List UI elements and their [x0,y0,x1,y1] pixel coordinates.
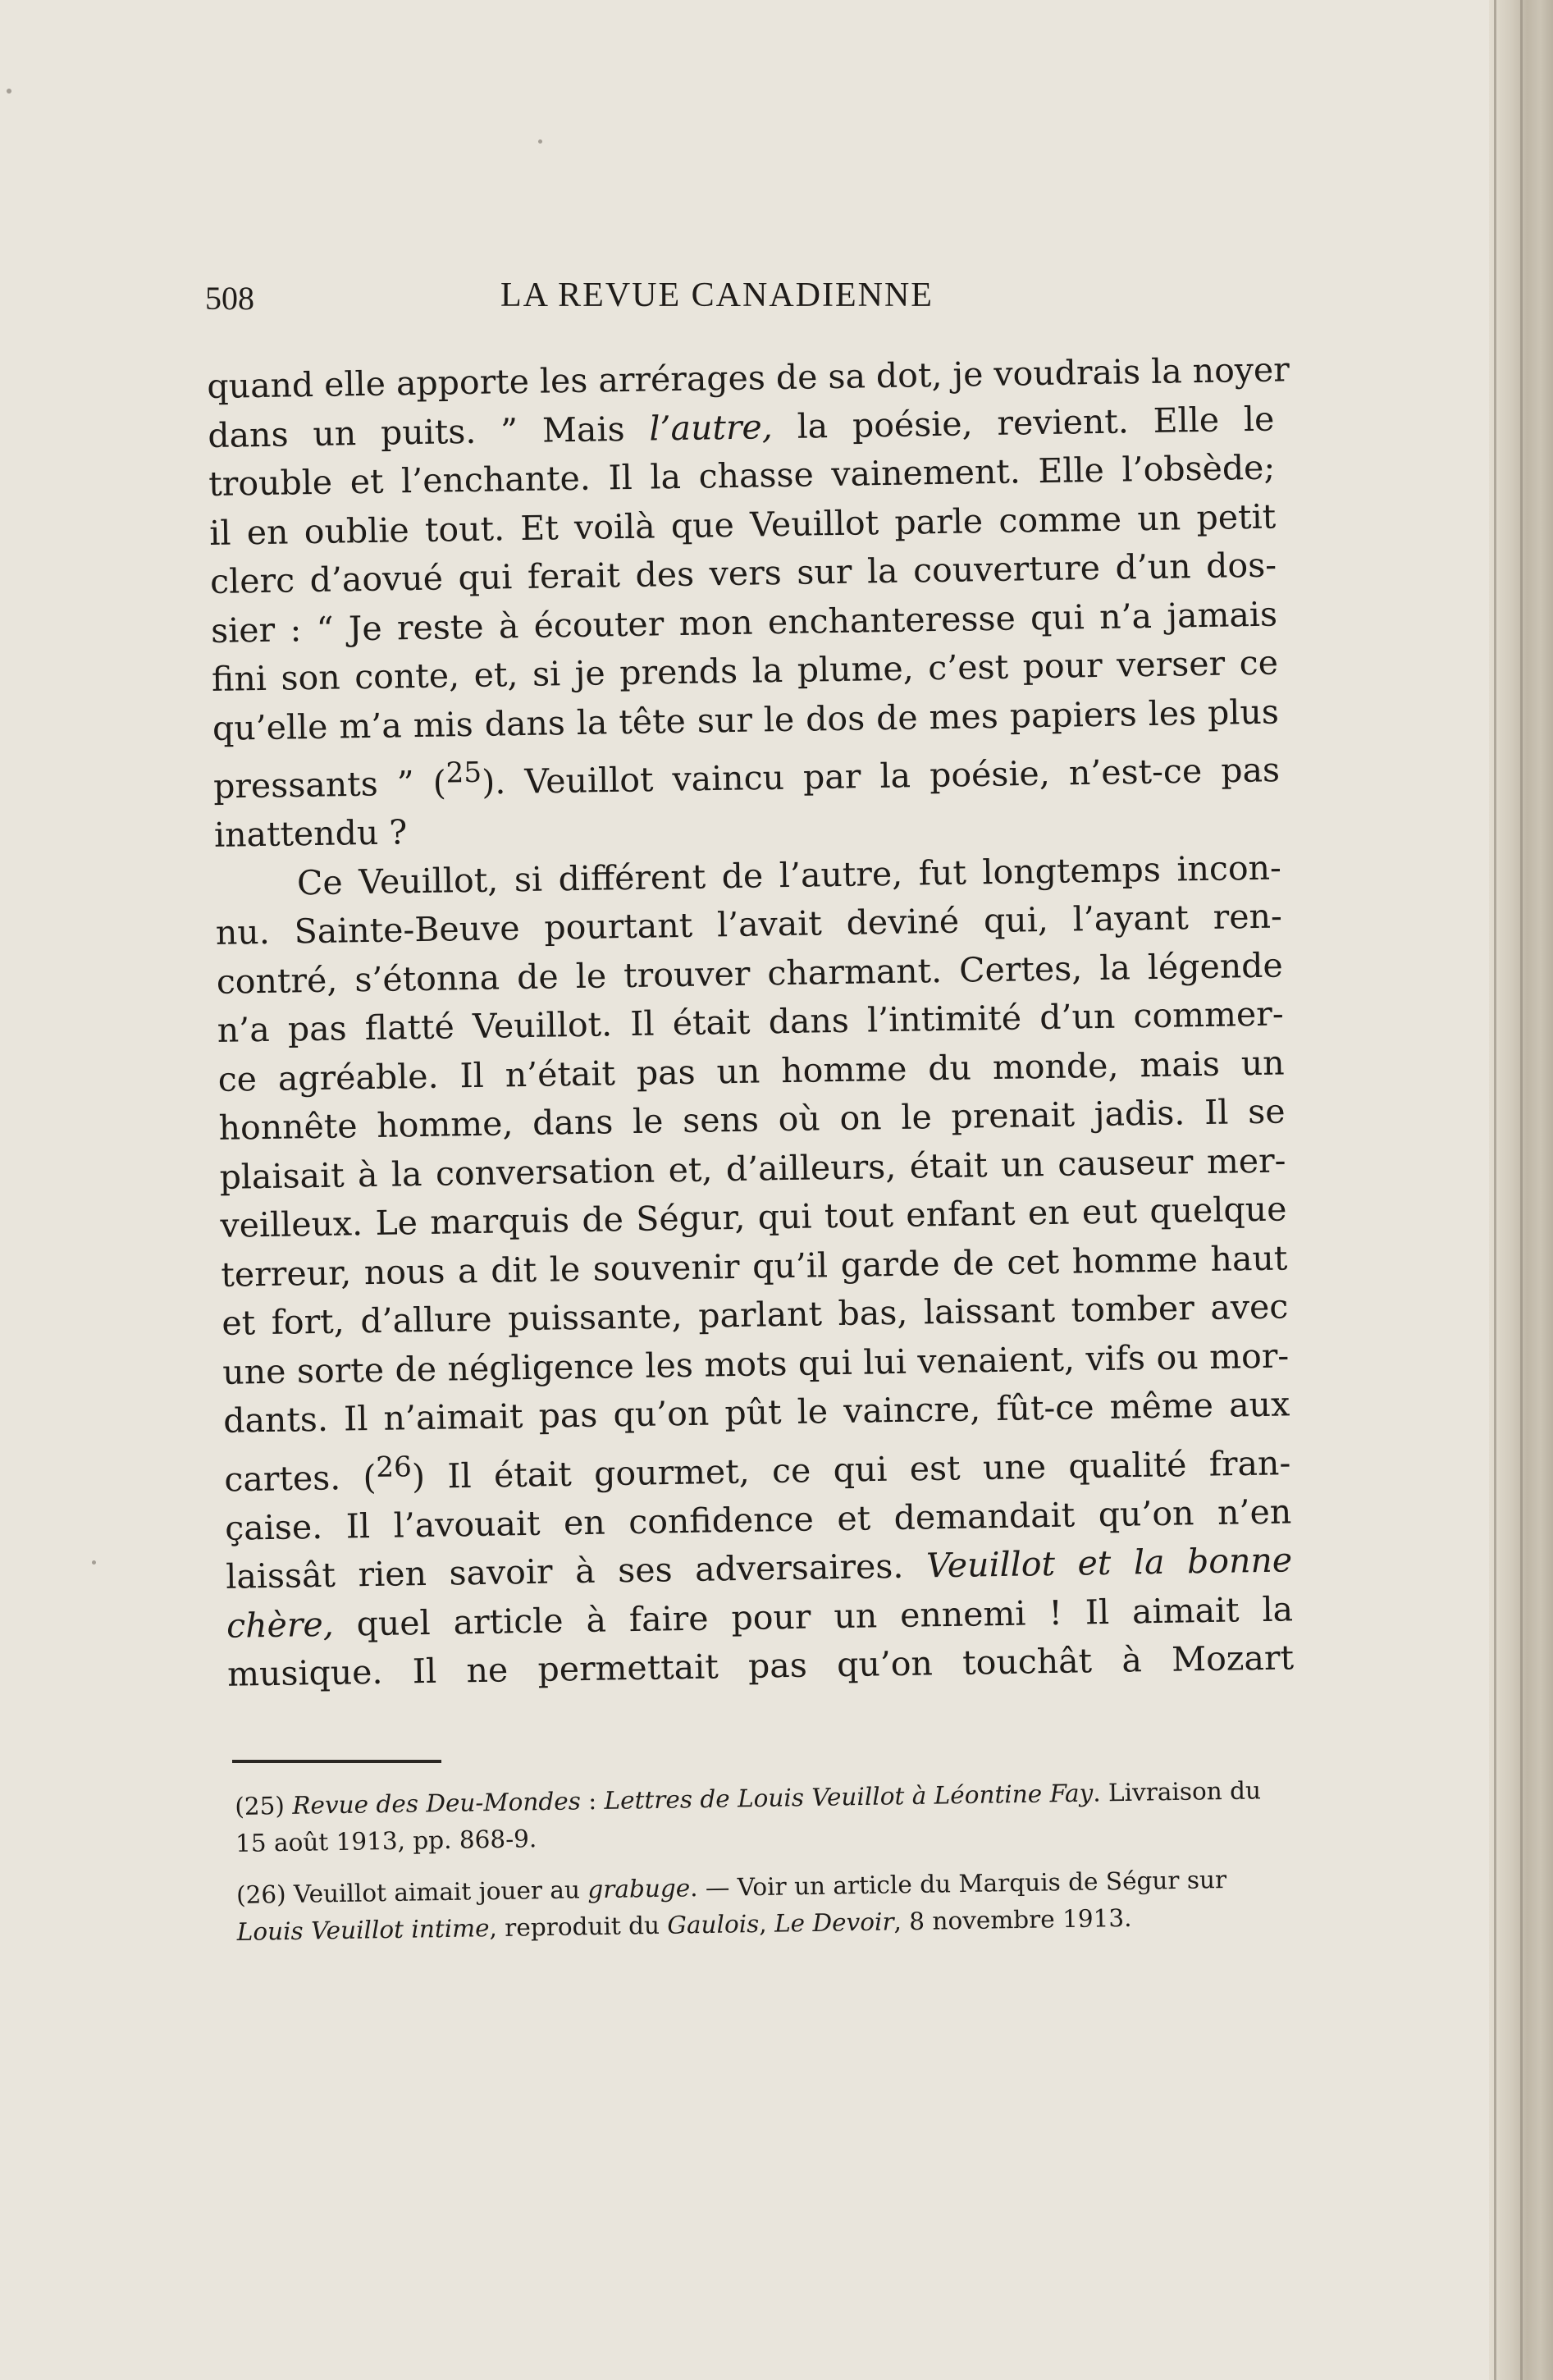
text-line: musique. Il ne permettait pas qu’on touchât à Mozart [226,1638,1295,1695]
text-line: dans un puits. ” Mais l’autre, la poésie, revient. Elle le [208,399,1275,455]
text-line: honnête homme, dans le sens où on le prenait jadis. Il se [218,1091,1286,1149]
text-line: n’a pas flatté Veuillot. Il était dans l’intimité d’un commer- [217,994,1285,1051]
text-line: veilleux. Le marquis de Ségur, qui tout enfant en eut quelque [220,1189,1287,1246]
text-line: laissât rien savoir à ses adversaires. Veuillot et la bonne [225,1540,1293,1597]
text-line: inattendu ? [213,812,408,856]
paper-speck [92,1560,96,1565]
footnote-separator [232,1760,441,1763]
text-line: terreur, nous a dit le souvenir qu’il garde de cet homme haut [221,1238,1288,1295]
paragraph-1 [207,346,1290,861]
text-line: chère, quel article à faire pour un ennemi ! Il aimait la [226,1589,1294,1646]
paper-speck [7,89,11,94]
text-line: et fort, d’allure puissante, parlant bas, laissant tomber avec [222,1286,1289,1344]
text-line: clerc d’aovué qui ferait des vers sur la couverture d’un dos- [209,545,1277,601]
page-header [205,276,1296,325]
text-line: quand elle apporte les arrérages de sa dot, je voudrais la noyer [207,349,1290,406]
text-line: Ce Veuillot, si différent de l’autre, fut longtemps incon- [296,847,1282,903]
gutter-edge [1494,0,1496,2380]
page-number: 508 [205,280,254,317]
paper-speck [538,139,542,144]
body-text [207,346,1294,1700]
text-line: plaisait à la conversation et, d’ailleurs, était un causeur mer- [219,1140,1286,1197]
text-line: nu. Sainte-Beuve pourtant l’avait deviné qui, l’ayant ren- [215,896,1283,953]
text-line: çaise. Il l’avouait en confidence et demandait qu’on n’en [224,1491,1292,1548]
footnotes [235,1772,1287,1966]
gutter-edge [1520,0,1523,2380]
text-line: fini son conte, et, si je prends la plume, c’est pour verser ce [211,642,1279,699]
text-line: pressants ” ($^{25}$). Veuillot vaincu par la poésie, n’est-ce pas [212,750,1281,806]
footnote-ref-26: 26 [376,1450,413,1484]
binding-gutter [1489,0,1553,2380]
footnote-25: (25) Revue des Deu-Mondes : Lettres de Louis Veuillot à Léontine Fay. Livraison du 15 août 1913, pp. 868-9. [235,1776,1262,1857]
text-line: cartes. ($^{26}$) Il était gourmet, ce qui est une qualité fran- [224,1442,1291,1500]
footnote-ref-25: 25 [445,756,482,790]
running-title: LA REVUE CANADIENNE [500,276,934,314]
footnote-26: (26) Veuillot aimait jouer au grabuge. — Voir un article du Marquis de Ségur sur Louis Veuillot intime, reproduit du Gaulois, Le Devoir, 8 novembre 1913. [235,1866,1227,1946]
text-line: sier : “ Je reste à écouter mon enchanteresse qui n’a jamais [210,594,1278,651]
text-line: qu’elle m’a mis dans la tête sur le dos de mes papiers les plus [212,692,1280,748]
text-line: trouble et l’enchante. Il la chasse vainement. Elle l’obsède; [208,447,1276,504]
text-line: ce agréable. Il n’était pas un homme du monde, mais un [217,1043,1285,1099]
paragraph-2 [215,843,1295,1699]
text-line: il en oublie tout. Et voilà que Veuillot parle comme un petit [208,496,1277,553]
text-line: une sorte de négligence les mots qui lui venaient, vifs ou mor- [222,1336,1290,1392]
text-line: dants. Il n’aimait pas qu’on pût le vaincre, fût-ce même aux [222,1384,1290,1441]
text-line: contré, s’étonna de le trouver charmant. Certes, la légende [216,945,1284,1002]
